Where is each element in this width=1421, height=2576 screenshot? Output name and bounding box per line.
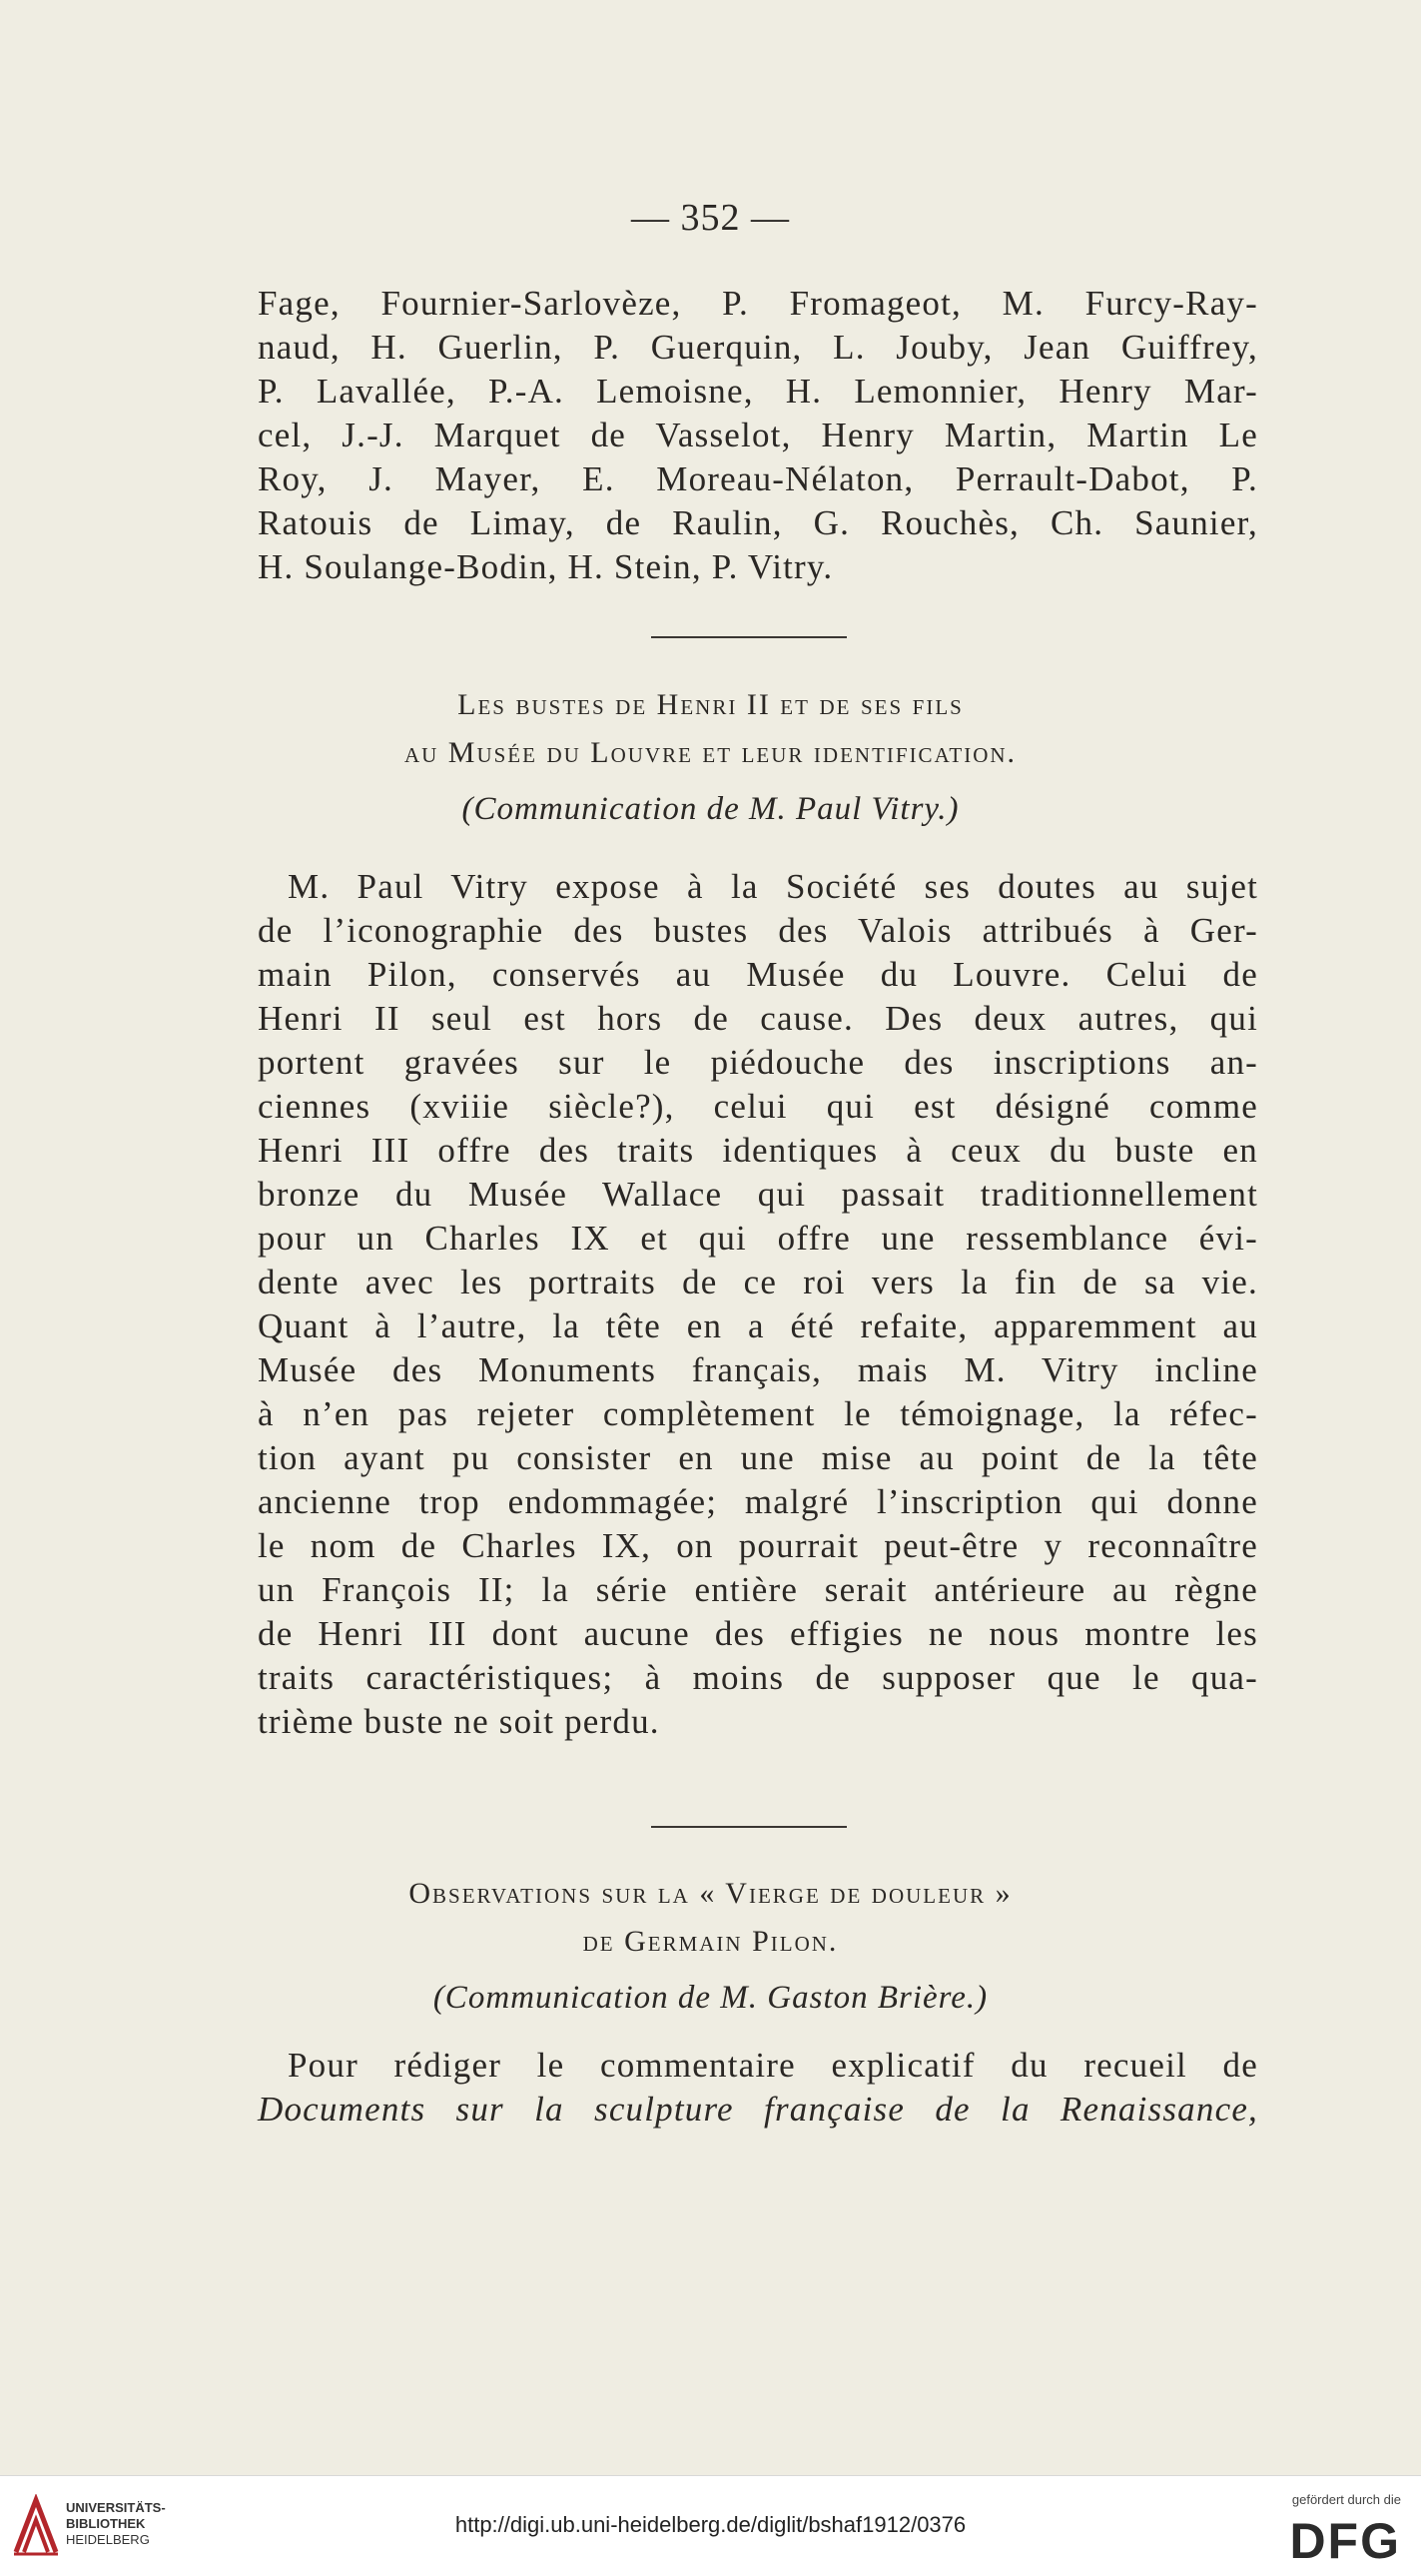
text-line: ciennes (xviiie siècle?), celui qui est désigné comme bbox=[258, 1087, 1258, 1126]
section-divider bbox=[651, 1826, 847, 1828]
library-name-line: UNIVERSITÄTS- bbox=[66, 2500, 166, 2515]
text-line: trième buste ne soit perdu. bbox=[258, 1702, 660, 1741]
text-line: Quant à l’autre, la tête en a été refaite, apparemment au bbox=[258, 1306, 1258, 1345]
section-heading-line: Les bustes de Henri II et de ses fils bbox=[457, 688, 964, 721]
text-line: P. Lavallée, P.-A. Lemoisne, H. Lemonnier, Henry Mar- bbox=[258, 372, 1258, 411]
text-line: Musée des Monuments français, mais M. Vitry incline bbox=[258, 1350, 1258, 1389]
text-line: pour un Charles IX et qui offre une ressemblance évi- bbox=[258, 1219, 1258, 1258]
text-line: dente avec les portraits de ce roi vers la fin de sa vie. bbox=[258, 1263, 1258, 1301]
text-line: portent gravées sur le piédouche des inscriptions an- bbox=[258, 1043, 1258, 1082]
section-heading-line: Observations sur la « Vierge de douleur » bbox=[408, 1877, 1013, 1910]
viewer-footer bbox=[0, 2475, 1421, 2576]
text-line: traits caractéristiques; à moins de supposer que le qua- bbox=[258, 1658, 1258, 1697]
library-name-line: HEIDELBERG bbox=[66, 2532, 150, 2547]
permalink[interactable]: http://digi.ub.uni-heidelberg.de/diglit/bshaf1912/0376 bbox=[454, 2512, 967, 2537]
text-line: Henri II seul est hors de cause. Des deux autres, qui bbox=[258, 999, 1258, 1038]
text-line: Ratouis de Limay, de Raulin, G. Rouchès, Ch. Saunier, bbox=[258, 503, 1258, 542]
text-line: naud, H. Guerlin, P. Guerquin, L. Jouby, Jean Guiffrey, bbox=[258, 328, 1258, 367]
text-line: bronze du Musée Wallace qui passait traditionnellement bbox=[258, 1175, 1258, 1214]
text-line: Documents sur la sculpture française de la Renaissance, bbox=[258, 2090, 1258, 2129]
library-name-line: BIBLIOTHEK bbox=[66, 2516, 146, 2531]
text-line: cel, J.-J. Marquet de Vasselot, Henry Martin, Martin Le bbox=[258, 416, 1258, 454]
text-line: à n’en pas rejeter complètement le témoignage, la réfec- bbox=[258, 1394, 1258, 1433]
text-line: Pour rédiger le commentaire explicatif du recueil de bbox=[288, 2046, 1258, 2085]
section-heading bbox=[0, 731, 1421, 775]
text-line: Fage, Fournier-Sarlovèze, P. Fromageot, M. Furcy-Ray- bbox=[258, 284, 1258, 323]
text-line: Henri III offre des traits identiques à ceux du buste en bbox=[258, 1131, 1258, 1170]
page-number: — 352 — bbox=[631, 197, 790, 239]
text-line: tion ayant pu consister en une mise au point de la tête bbox=[258, 1438, 1258, 1477]
text-line: Roy, J. Mayer, E. Moreau-Nélaton, Perrault-Dabot, P. bbox=[258, 459, 1258, 498]
section-credit: (Communication de M. Gaston Brière.) bbox=[432, 1980, 989, 2016]
section-divider bbox=[651, 636, 847, 638]
text-line: de l’iconographie des bustes des Valois attribués à Ger- bbox=[258, 911, 1258, 950]
section-heading bbox=[0, 1920, 1421, 1964]
text-line: de Henri III dont aucune des effigies ne nous montre les bbox=[258, 1614, 1258, 1653]
text-line: le nom de Charles IX, on pourrait peut-être y reconnaître bbox=[258, 1526, 1258, 1565]
text-line: M. Paul Vitry expose à la Société ses doutes au sujet bbox=[288, 867, 1258, 906]
section-heading bbox=[0, 1872, 1421, 1916]
section-credit: (Communication de M. Paul Vitry.) bbox=[461, 791, 960, 827]
text-line: H. Soulange-Bodin, H. Stein, P. Vitry. bbox=[258, 547, 834, 586]
section-heading bbox=[0, 683, 1421, 727]
dfg-logo: DFG bbox=[1289, 2513, 1401, 2569]
section-heading-line: au Musée du Louvre et leur identification. bbox=[403, 736, 1018, 769]
funded-by-label: gefördert durch die bbox=[1291, 2492, 1401, 2507]
text-line: main Pilon, conservés au Musée du Louvre. Celui de bbox=[258, 955, 1258, 994]
section-heading-line: de Germain Pilon. bbox=[582, 1925, 839, 1958]
text-line: un François II; la série entière serait antérieure au règne bbox=[258, 1570, 1258, 1609]
text-line: ancienne trop endommagée; malgré l’inscription qui donne bbox=[258, 1482, 1258, 1521]
